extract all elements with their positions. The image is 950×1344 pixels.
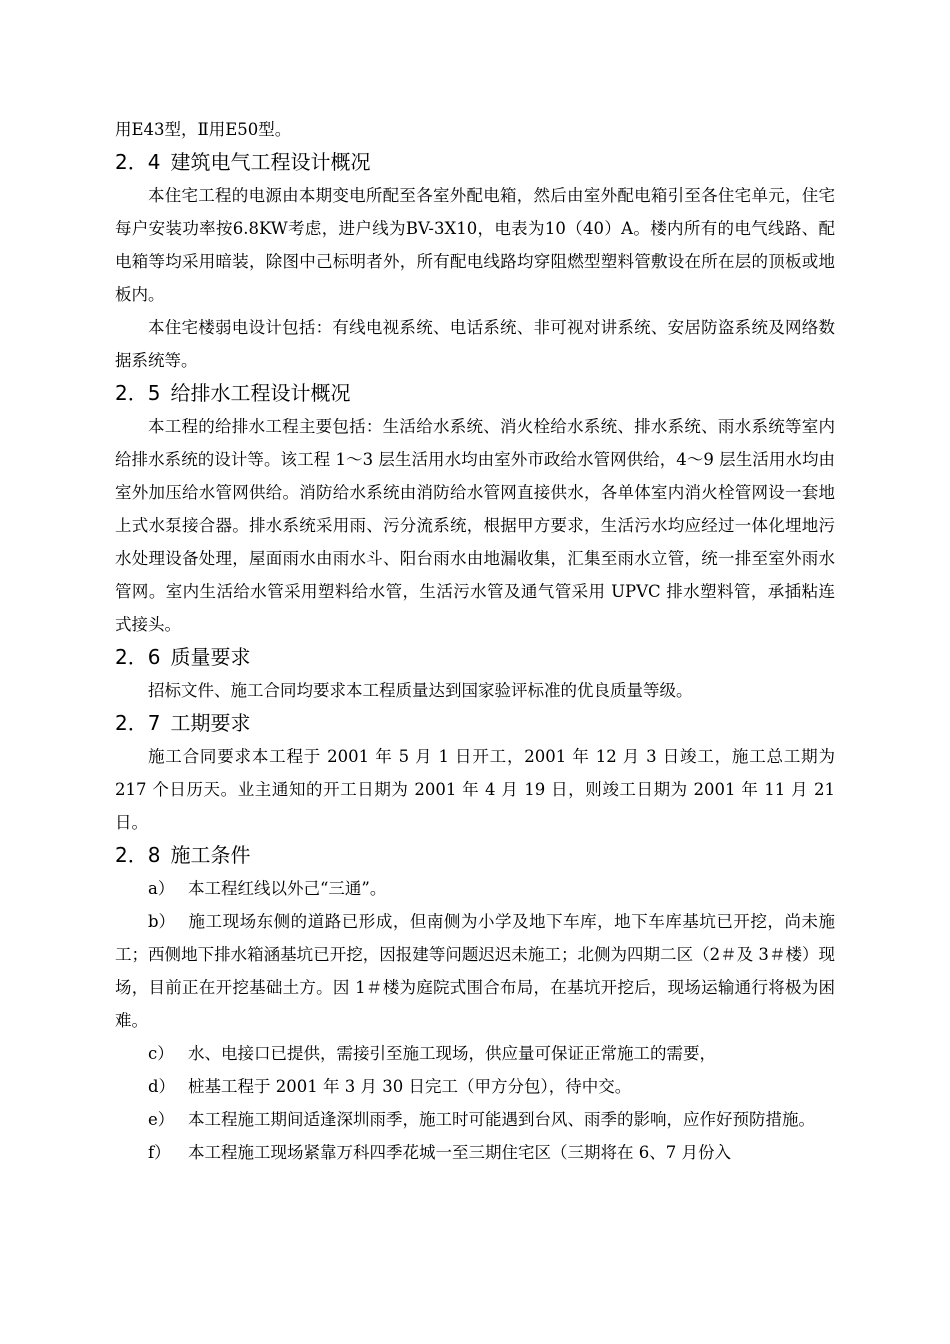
paragraph-water-supply: 本工程的给排水工程主要包括：生活给水系统、消火栓给水系统、排水系统、雨水系统等室内给排水系统的设计等。该工程 1～3 层生活用水均由室外市政给水管网供给，4～9 层生活用水均由室外加压给水管网供给。消防给水系统由消防给水管网直接供水，各单体室内消火栓管网设一套地上式水泵接合器。排水系统采用雨、污分流系统，根据甲方要求，生活污水均应经过一体化埋地污水处理设备处理，屋面雨水由雨水斗、阳台雨水由地漏收集，汇集至雨水立管，统一排至室外雨水管网。室内生活给水管采用塑料给水管，生活污水管及通气管采用 UPVC 排水塑料管，承插粘连式接头。: [115, 417, 835, 634]
section-number: 2．4: [115, 150, 161, 174]
list-item-e: [115, 1103, 835, 1136]
list-text: 桩基工程于 2001 年 3 月 30 日完工（甲方分包），待中交。: [188, 1077, 632, 1096]
section-title: 建筑电气工程设计概况: [170, 150, 371, 174]
paragraph-continued: 用E43型，Ⅱ用E50型。: [115, 120, 292, 139]
paragraph-weak-current: 本住宅楼弱电设计包括：有线电视系统、电话系统、非可视对讲系统、安居防盗系统及网络数据系统等。: [115, 318, 835, 370]
list-text: 施工现场东侧的道路已形成，但南侧为小学及地下车库，地下车库基坑已开挖，尚未施工；西侧地下排水箱涵基坑已开挖，因报建等问题迟迟未施工；北侧为四期二区（2＃及 3＃楼）现场，目前正在开挖基础土方。因 1＃楼为庭院式围合布局，在基坑开挖后，现场运输通行将极为困难。: [115, 912, 835, 1030]
list-marker: f）: [148, 1143, 171, 1162]
section-heading-2-5: [115, 377, 835, 410]
section-heading-2-4: [115, 146, 835, 179]
list-item-c: [115, 1037, 835, 1070]
list-item-f: [115, 1136, 835, 1169]
section-title: 工期要求: [170, 711, 251, 735]
list-text: 水、电接口已提供，需接引至施工现场，供应量可保证正常施工的需要，: [188, 1044, 716, 1063]
list-text: 本工程红线以外己“三通”。: [188, 879, 387, 898]
list-text: 本工程施工期间适逢深圳雨季，施工时可能遇到台风、雨季的影响，应作好预防措施。: [188, 1110, 815, 1129]
paragraph-quality: 招标文件、施工合同均要求本工程质量达到国家验评标准的优良质量等级。: [148, 681, 693, 700]
section-title: 给排水工程设计概况: [170, 381, 351, 405]
paragraph-schedule: 施工合同要求本工程于 2001 年 5 月 1 日开工，2001 年 12 月 3 日竣工，施工总工期为 217 个日历天。业主通知的开工日期为 2001 年 4 月 19 日，则竣工日期为 2001 年 11 月 21 日。: [115, 747, 835, 832]
section-number: 2．5: [115, 381, 161, 405]
document-body: [115, 113, 835, 1169]
section-heading-2-6: [115, 641, 835, 674]
list-item-d: [115, 1070, 835, 1103]
section-number: 2．8: [115, 843, 161, 867]
section-number: 2．6: [115, 645, 161, 669]
section-title: 质量要求: [170, 645, 251, 669]
list-marker: e）: [148, 1110, 175, 1129]
list-marker: d）: [148, 1077, 176, 1096]
section-heading-2-7: [115, 707, 835, 740]
list-marker: c）: [148, 1044, 174, 1063]
list-item-b: [115, 905, 835, 1037]
list-marker: b）: [148, 912, 176, 931]
section-title: 施工条件: [170, 843, 251, 867]
list-text: 本工程施工现场紧靠万科四季花城一至三期住宅区（三期将在 6、7 月份入: [188, 1143, 731, 1162]
section-number: 2．7: [115, 711, 161, 735]
paragraph-electrical-power: 本住宅工程的电源由本期变电所配至各室外配电箱，然后由室外配电箱引至各住宅单元，住宅每户安装功率按6.8KW考虑，进户线为BV-3X10，电表为10（40）A。楼内所有的电气线路、配电箱等均采用暗装，除图中己标明者外，所有配电线路均穿阻燃型塑料管敷设在所在层的顶板或地板内。: [115, 186, 835, 304]
section-heading-2-8: [115, 839, 835, 872]
list-item-a: [115, 872, 835, 905]
list-marker: a）: [148, 879, 175, 898]
